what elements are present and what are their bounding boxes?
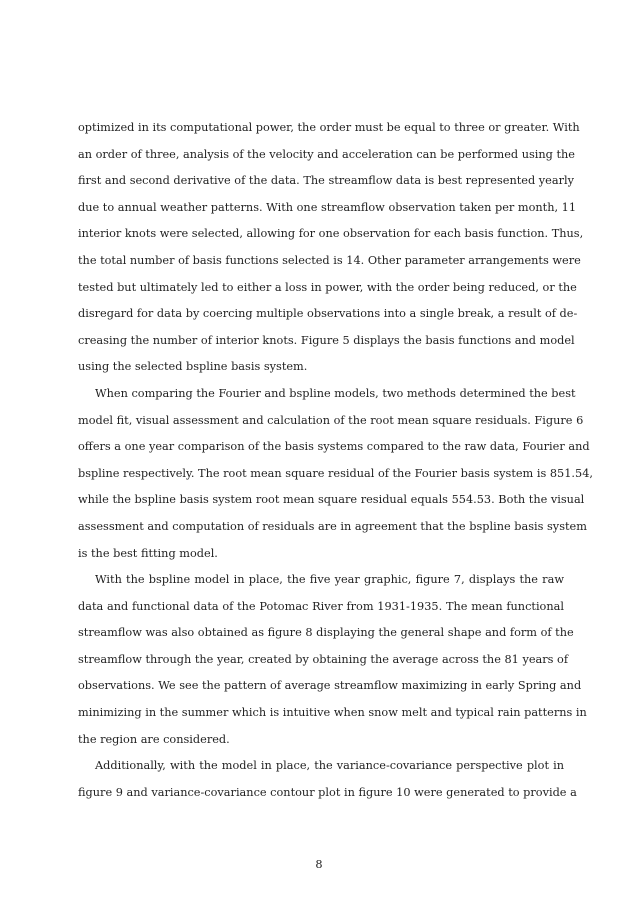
text-line: while the bspline basis system root mean square residual equals 554.53. Both the visual	[78, 493, 585, 507]
text-line: figure 9 and variance-covariance contour plot in figure 10 were generated to provide a	[78, 785, 577, 799]
text-line: disregard for data by coercing multiple observations into a single break, a result of de-	[78, 307, 578, 321]
text-line: optimized in its computational power, the order must be equal to three or greater. With	[78, 121, 580, 134]
text-line: streamflow through the year, created by obtaining the average across the 81 years of	[78, 652, 569, 666]
paragraph	[78, 381, 593, 567]
paragraph	[78, 753, 577, 806]
text-line: streamflow was also obtained as figure 8 displaying the general shape and form of the	[78, 626, 574, 640]
paragraph	[78, 567, 587, 753]
paragraph	[78, 115, 584, 381]
text-line: With the bspline model in place, the five year graphic, figure 7, displays the raw	[95, 573, 564, 587]
text-line: the total number of basis functions selected is 14. Other parameter arrangements were	[78, 253, 581, 267]
text-line: When comparing the Fourier and bspline models, two methods determined the best	[95, 386, 576, 400]
text-line: the region are considered.	[78, 732, 230, 746]
text-line: due to annual weather patterns. With one streamflow observation taken per month, 11	[78, 200, 577, 214]
text-line: data and functional data of the Potomac River from 1931-1935. The mean functional	[78, 599, 564, 613]
text-line: Additionally, with the model in place, the variance-covariance perspective plot in	[95, 759, 564, 773]
text-line: assessment and computation of residuals are in agreement that the bspline basis system	[78, 519, 587, 533]
body-text	[78, 115, 593, 806]
text-line: interior knots were selected, allowing for one observation for each basis function. Thus,	[78, 227, 584, 241]
text-line: tested but ultimately led to either a loss in power, with the order being reduced, or the	[78, 280, 577, 294]
text-line: an order of three, analysis of the velocity and acceleration can be performed using the	[78, 147, 575, 161]
text-line: offers a one year comparison of the basis systems compared to the raw data, Fourier and	[78, 440, 590, 454]
text-line: minimizing in the summer which is intuitive when snow melt and typical rain patterns in	[78, 706, 587, 720]
text-line: observations. We see the pattern of average streamflow maximizing in early Spring and	[78, 679, 582, 693]
text-line: model fit, visual assessment and calculation of the root mean square residuals. Figure 6	[78, 413, 584, 427]
text-line: using the selected bspline basis system.	[78, 360, 308, 374]
text-line: is the best fitting model.	[78, 546, 218, 560]
page-number: 8	[315, 858, 323, 871]
text-line: first and second derivative of the data. The streamflow data is best represented yearly	[78, 174, 574, 188]
text-line: creasing the number of interior knots. Figure 5 displays the basis functions and model	[78, 333, 575, 347]
text-line: bspline respectively. The root mean square residual of the Fourier basis system is 851.54,	[78, 466, 593, 480]
